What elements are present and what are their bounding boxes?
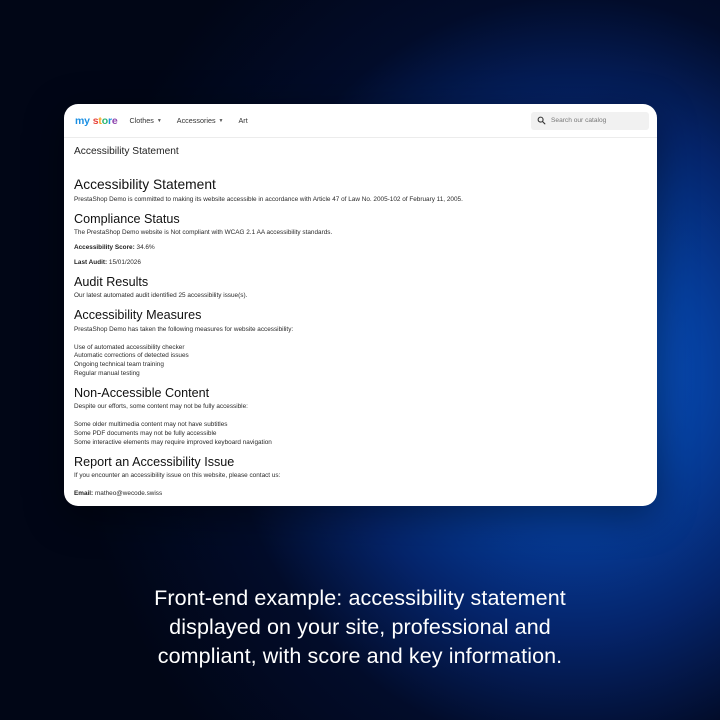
browser-window bbox=[64, 104, 657, 506]
score-value: 34.6% bbox=[136, 244, 155, 252]
nav-item-clothes[interactable] bbox=[129, 116, 161, 125]
nav-item-label: Clothes bbox=[129, 116, 154, 125]
nav-item-label: Accessories bbox=[176, 116, 216, 125]
measures-title: Accessibility Measures bbox=[74, 308, 202, 323]
promo-caption bbox=[0, 584, 720, 671]
main-content bbox=[64, 138, 657, 499]
list-item: Some older multimedia content may not have subtitles bbox=[74, 421, 228, 429]
measures-list bbox=[74, 344, 647, 379]
list-item: Some PDF documents may not be fully accessible bbox=[74, 430, 217, 438]
score-row bbox=[74, 244, 647, 253]
logo-my-text: my bbox=[75, 114, 90, 127]
non-accessible-list bbox=[74, 421, 647, 447]
logo-letter: t bbox=[98, 114, 102, 127]
non-accessible-text: Despite our efforts, some content may not be fully accessible: bbox=[74, 403, 248, 411]
store-logo[interactable] bbox=[75, 115, 117, 127]
page-heading: Accessibility Statement bbox=[74, 146, 179, 157]
compliance-text: The PrestaShop Demo website is Not compliant with WCAG 2.1 AA accessibility standards. bbox=[74, 229, 333, 237]
nav-item-accessories[interactable] bbox=[177, 116, 224, 125]
caret-down-icon: ▼ bbox=[156, 117, 162, 124]
email-row bbox=[74, 490, 647, 499]
audit-date-row bbox=[74, 259, 647, 268]
audit-results-text: Our latest automated audit identified 25 accessibility issue(s). bbox=[74, 292, 248, 300]
statement-title: Accessibility Statement bbox=[74, 177, 216, 192]
logo-letter: e bbox=[111, 114, 118, 127]
measures-text: PrestaShop Demo has taken the following measures for website accessibility: bbox=[74, 325, 294, 333]
nav-item-label: Art bbox=[238, 116, 248, 125]
logo-store-text bbox=[93, 115, 118, 127]
audit-label: Last Audit: bbox=[74, 258, 108, 266]
email-label: Email: bbox=[74, 490, 94, 498]
nav-item-art[interactable] bbox=[239, 116, 248, 125]
report-title: Report an Accessibility Issue bbox=[74, 454, 235, 469]
caption-line: displayed on your site, professional and bbox=[169, 615, 551, 639]
audit-value: 15/01/2026 bbox=[108, 258, 141, 266]
statement-intro: PrestaShop Demo is committed to making its website accessible in accordance with Article 47 of Law No. 2005-102 of February 11, 2005. bbox=[74, 195, 463, 203]
audit-results-title: Audit Results bbox=[74, 274, 149, 289]
logo-letter: r bbox=[107, 114, 112, 127]
non-accessible-title: Non-Accessible Content bbox=[74, 385, 210, 400]
search-icon[interactable] bbox=[537, 116, 546, 125]
list-item: Automatic corrections of detected issues bbox=[74, 352, 189, 360]
caret-down-icon: ▼ bbox=[218, 117, 224, 124]
report-text: If you encounter an accessibility issue on this website, please contact us: bbox=[74, 472, 281, 480]
list-item: Some interactive elements may require improved keyboard navigation bbox=[74, 438, 272, 446]
search-bar[interactable] bbox=[531, 112, 649, 130]
search-input[interactable] bbox=[551, 117, 641, 124]
score-label: Accessibility Score: bbox=[74, 244, 135, 252]
list-item: Regular manual testing bbox=[74, 370, 140, 378]
caption-line: compliant, with score and key information. bbox=[157, 644, 563, 668]
main-nav bbox=[129, 116, 262, 125]
site-header bbox=[64, 104, 657, 138]
caption-line: Front-end example: accessibility statement bbox=[154, 586, 566, 610]
compliance-title: Compliance Status bbox=[74, 211, 180, 226]
email-link[interactable]: matheo@wecode.swiss bbox=[94, 490, 163, 498]
list-item: Use of automated accessibility checker bbox=[74, 343, 185, 351]
list-item: Ongoing technical team training bbox=[74, 361, 164, 369]
logo-letter: s bbox=[92, 114, 99, 127]
logo-letter: o bbox=[101, 114, 108, 127]
